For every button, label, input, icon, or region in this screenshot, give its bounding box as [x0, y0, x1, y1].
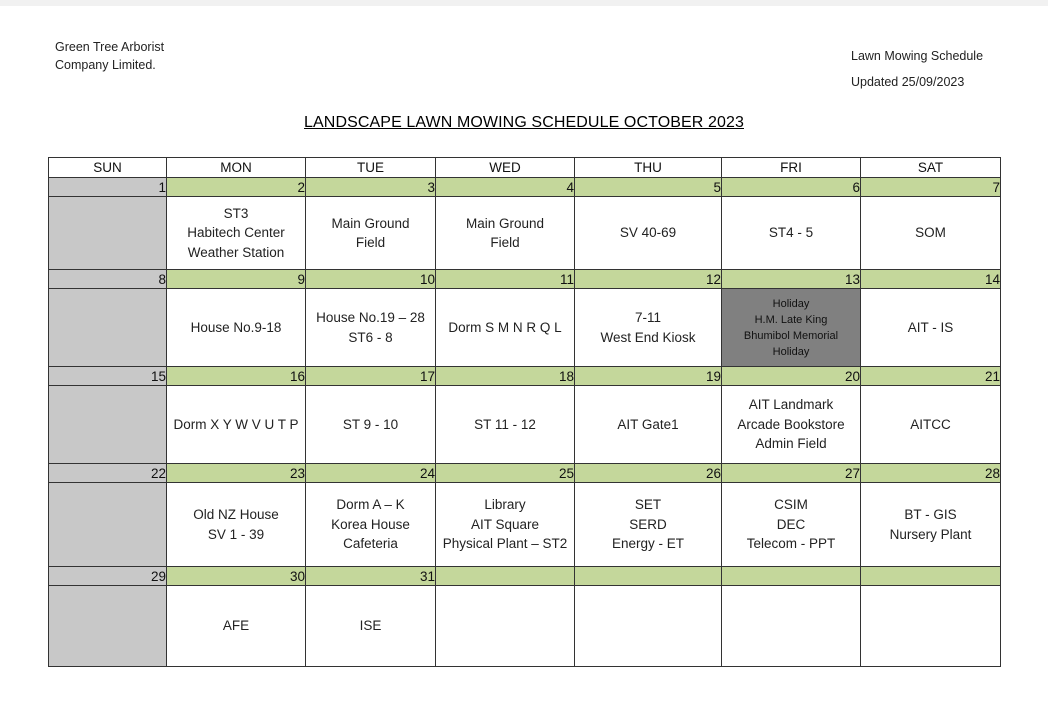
schedule-line: Dorm A – K [336, 497, 405, 513]
schedule-line: Old NZ House [193, 507, 279, 522]
schedule-cell-thu [575, 289, 722, 367]
date-cell-sun: 22 [49, 464, 167, 483]
date-cell-sat: 7 [861, 178, 1001, 197]
schedule-row [49, 483, 1001, 567]
weekday-wed: WED [436, 158, 575, 178]
date-cell-thu: 5 [575, 178, 722, 197]
schedule-line: House No.9-18 [190, 319, 282, 335]
schedule-row [49, 586, 1001, 667]
schedule-cell-wed [436, 289, 575, 367]
date-cell-fri: 13 [722, 270, 861, 289]
schedule-line: AIT Landmark [748, 397, 834, 413]
schedule-cell-thu [575, 483, 722, 567]
date-cell-mon: 2 [167, 178, 306, 197]
date-cell-sat: 21 [861, 367, 1001, 386]
date-cell-sun: 1 [49, 178, 167, 197]
schedule-cell-sun [49, 483, 167, 567]
date-cell-mon: 23 [167, 464, 306, 483]
holiday-cell [722, 289, 861, 367]
schedule-cell-sat [861, 197, 1001, 270]
schedule-cell-sat [861, 586, 1001, 667]
date-cell-tue: 3 [306, 178, 436, 197]
schedule-cell-fri [722, 483, 861, 567]
schedule-line: Holiday [772, 345, 810, 358]
schedule-line: Arcade Bookstore [737, 416, 845, 432]
schedule-cell-thu [575, 197, 722, 270]
schedule-line: Telecom - PPT [746, 536, 836, 552]
schedule-cell-tue [306, 586, 436, 667]
schedule-line: ST3 [223, 205, 249, 221]
date-cell-thu: 19 [575, 367, 722, 386]
schedule-cell-sat [861, 386, 1001, 464]
schedule-line: SET [634, 497, 662, 513]
date-cell-fri: 27 [722, 464, 861, 483]
schedule-line: Library [484, 497, 526, 513]
schedule-line: AIT Gate1 [617, 416, 679, 432]
schedule-cell-fri [722, 386, 861, 464]
schedule-line: Energy - ET [611, 536, 685, 552]
date-cell-sun: 8 [49, 270, 167, 289]
schedule-cell-fri [722, 586, 861, 667]
schedule-line: CSIM [774, 497, 808, 513]
schedule-line: ST6 - 8 [348, 329, 393, 345]
schedule-cell-sun [49, 197, 167, 270]
schedule-cell-mon [167, 586, 306, 667]
schedule-line: Bhumibol Memorial [743, 329, 839, 342]
date-cell-mon: 16 [167, 367, 306, 386]
date-cell-fri: 6 [722, 178, 861, 197]
schedule-cell-mon [167, 386, 306, 464]
schedule-row [49, 289, 1001, 367]
date-cell-wed: 25 [436, 464, 575, 483]
weekday-header-row [49, 158, 1001, 178]
schedule-line: Field [355, 235, 386, 250]
schedule-cell-fri [722, 197, 861, 270]
date-cell-wed [436, 567, 575, 586]
schedule-line: Habitech Center [187, 225, 285, 241]
schedule-line: AIT - IS [907, 319, 954, 335]
weekday-sun: SUN [49, 158, 167, 178]
date-row [49, 464, 1001, 483]
schedule-cell-wed [436, 386, 575, 464]
schedule-cell-sat [861, 483, 1001, 567]
schedule-line: AITCC [910, 416, 951, 432]
schedule-cell-tue [306, 386, 436, 464]
date-row [49, 567, 1001, 586]
date-cell-wed: 4 [436, 178, 575, 197]
company-name-line-2: Company Limited. [55, 58, 156, 72]
document-meta [851, 46, 983, 98]
date-cell-wed: 11 [436, 270, 575, 289]
schedule-line: SOM [915, 225, 946, 241]
date-cell-fri: 20 [722, 367, 861, 386]
updated-date: Updated 25/09/2023 [851, 75, 965, 89]
schedule-line: ST4 - 5 [768, 225, 814, 241]
date-cell-tue: 31 [306, 567, 436, 586]
schedule-line: House No.19 – 28 [316, 310, 425, 325]
schedule-line: SERD [629, 516, 667, 532]
date-cell-thu: 12 [575, 270, 722, 289]
company-name [55, 38, 164, 74]
schedule-line: ST 9 - 10 [342, 416, 399, 432]
schedule-line: ST 11 - 12 [474, 416, 536, 432]
schedule-line: Weather Station [187, 244, 285, 260]
date-cell-wed: 18 [436, 367, 575, 386]
schedule-line: Holiday [772, 297, 810, 310]
weekday-sat: SAT [861, 158, 1001, 178]
date-cell-mon: 30 [167, 567, 306, 586]
schedule-line: BT - GIS [904, 507, 957, 522]
date-cell-tue: 24 [306, 464, 436, 483]
schedule-cell-sat [861, 289, 1001, 367]
weekday-thu: THU [575, 158, 722, 178]
schedule-line: 7-11 [634, 310, 662, 325]
schedule-cell-wed [436, 197, 575, 270]
schedule-cell-sun [49, 289, 167, 367]
document-name: Lawn Mowing Schedule [851, 49, 984, 63]
date-cell-sat [861, 567, 1001, 586]
date-row [49, 367, 1001, 386]
weekday-mon: MON [167, 158, 306, 178]
date-cell-sun: 29 [49, 567, 167, 586]
page-title: LANDSCAPE LAWN MOWING SCHEDULE OCTOBER 2023 [304, 114, 744, 131]
schedule-line: SV 40-69 [619, 225, 677, 241]
date-cell-thu [575, 567, 722, 586]
date-cell-sat: 28 [861, 464, 1001, 483]
schedule-line: ISE [359, 618, 382, 634]
weekday-fri: FRI [722, 158, 861, 178]
calendar-table [48, 157, 1001, 667]
page-top-shadow [0, 0, 1048, 6]
schedule-line: Main Ground [331, 215, 410, 231]
schedule-cell-mon [167, 483, 306, 567]
date-cell-sat: 14 [861, 270, 1001, 289]
schedule-line: Dorm X Y W V U T P [173, 416, 299, 432]
schedule-line: Physical Plant – ST2 [442, 536, 568, 552]
schedule-line: SV 1 - 39 [207, 526, 265, 542]
weekday-tue: TUE [306, 158, 436, 178]
schedule-cell-wed [436, 586, 575, 667]
schedule-line: Admin Field [755, 436, 827, 452]
schedule-line: H.M. Late King [754, 313, 828, 326]
schedule-line: Cafeteria [343, 536, 398, 552]
schedule-line: Korea House [331, 516, 410, 532]
date-row [49, 270, 1001, 289]
schedule-cell-tue [306, 483, 436, 567]
date-cell-mon: 9 [167, 270, 306, 289]
schedule-line: AFE [222, 618, 250, 634]
schedule-line: Main Ground [465, 215, 545, 231]
schedule-cell-mon [167, 289, 306, 367]
schedule-cell-tue [306, 289, 436, 367]
schedule-cell-mon [167, 197, 306, 270]
date-cell-fri [722, 567, 861, 586]
date-cell-tue: 17 [306, 367, 436, 386]
date-cell-tue: 10 [306, 270, 436, 289]
schedule-line: Dorm S M N R Q L [448, 319, 562, 335]
schedule-cell-thu [575, 586, 722, 667]
schedule-row [49, 386, 1001, 464]
schedule-cell-thu [575, 386, 722, 464]
date-cell-sun: 15 [49, 367, 167, 386]
schedule-cell-sun [49, 386, 167, 464]
schedule-line: AIT Square [470, 516, 540, 532]
schedule-line: DEC [776, 516, 806, 532]
schedule-cell-sun [49, 586, 167, 667]
date-row [49, 178, 1001, 197]
schedule-cell-tue [306, 197, 436, 270]
schedule-line: West End Kiosk [600, 329, 696, 345]
date-cell-thu: 26 [575, 464, 722, 483]
schedule-line: Nursery Plant [889, 526, 972, 542]
company-name-line-1: Green Tree Arborist [55, 40, 165, 54]
schedule-line: Field [490, 235, 520, 250]
schedule-row [49, 197, 1001, 270]
schedule-cell-wed [436, 483, 575, 567]
